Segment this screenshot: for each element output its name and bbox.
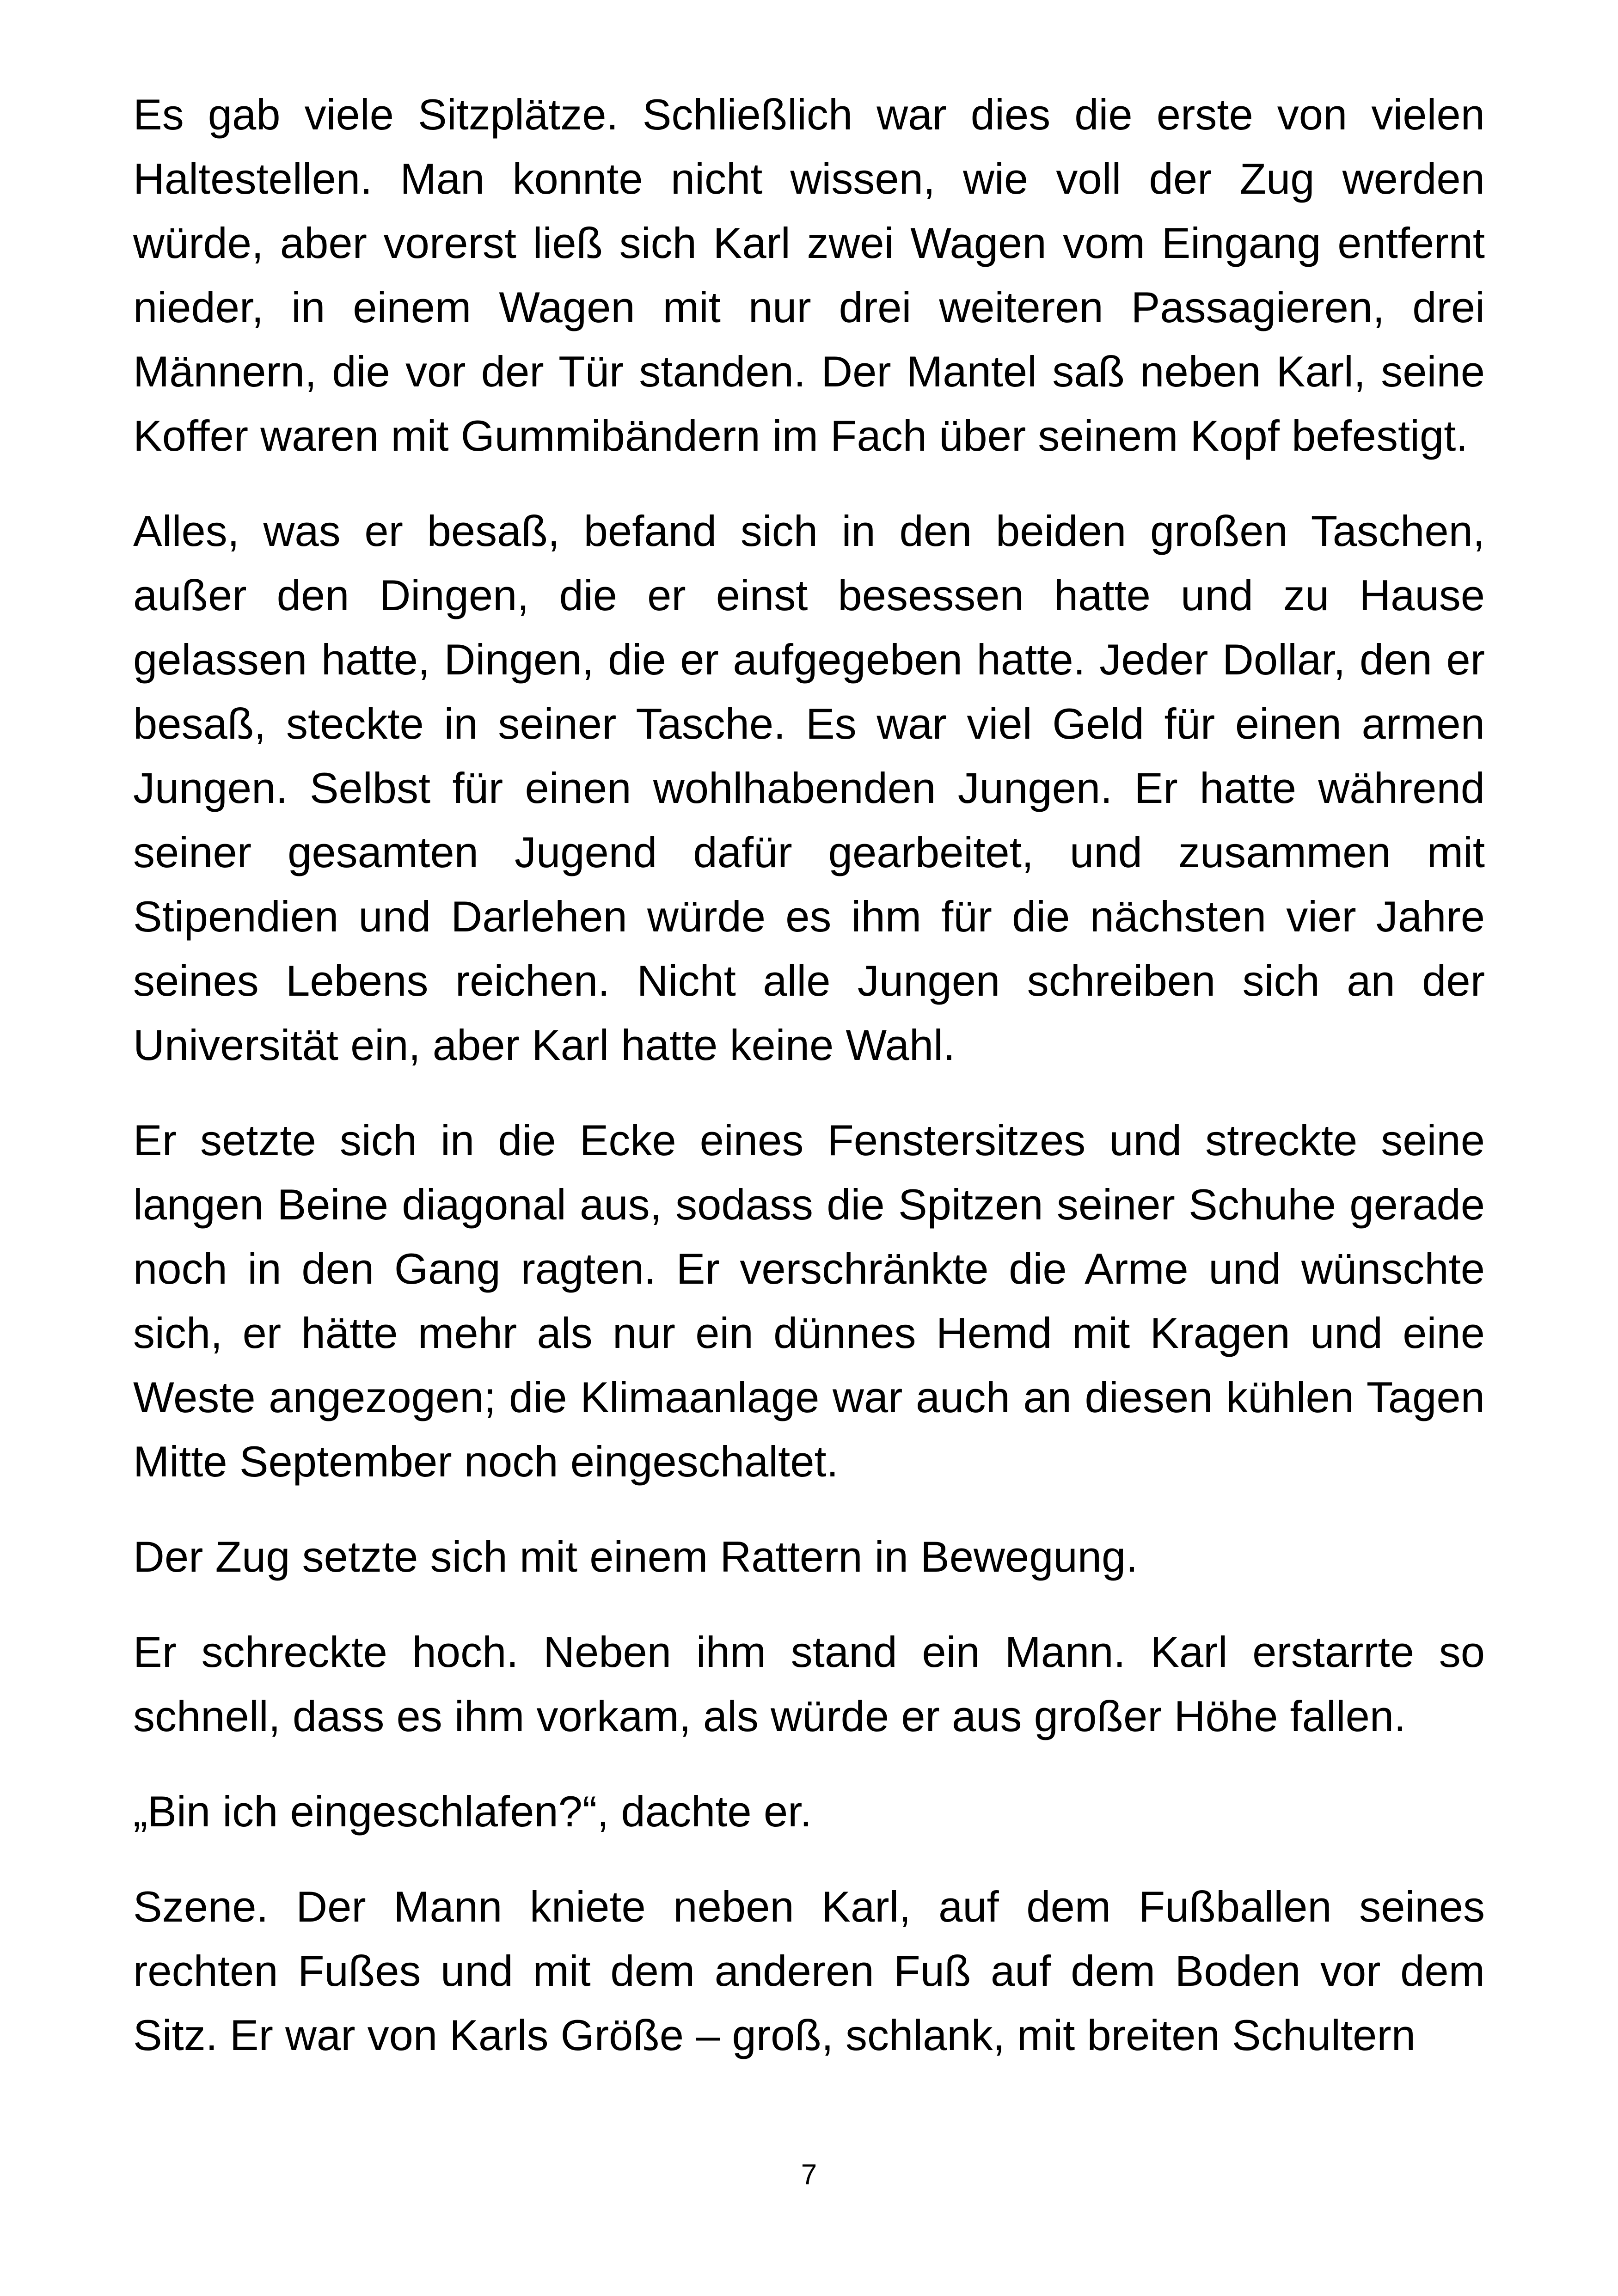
paragraph: „Bin ich eingeschlafen?“, dachte er. [133, 1787, 812, 1836]
body-text [133, 82, 1485, 2098]
paragraph: Er setzte sich in die Ecke eines Fenstersitzes und streckte seine langen Beine diagonal aus, sodass die Spitzen seiner Schuhe gerade noch in den Gang ragten. Er verschränkte die Arme und wünschte sich, er hätte mehr als nur ein dünnes Hemd mit Kragen und eine Weste angezogen; die Klimaanlage war auch an diesen kühlen Tagen Mitte September noch eingeschaltet. [133, 1116, 1485, 1486]
paragraph: Alles, was er besaß, befand sich in den beiden großen Taschen, außer den Dingen, die er einst besessen hatte und zu Hause gelassen hatte, Dingen, die er aufgegeben hatte. Jeder Dollar, den er besaß, steckte in seiner Tasche. Es war viel Geld für einen armen Jungen. Selbst für einen wohlhabenden Jungen. Er hatte während seiner gesamten Jugend dafür gearbeitet, und zusammen mit Stipendien und Darlehen würde es ihm für die nächsten vier Jahre seines Lebens reichen. Nicht alle Jungen schreiben sich an der Universität ein, aber Karl hatte keine Wahl. [133, 507, 1485, 1069]
paragraph: Er schreckte hoch. Neben ihm stand ein Mann. Karl erstarrte so schnell, dass es ihm vorkam, als würde er aus großer Höhe fallen. [133, 1628, 1485, 1740]
page-number: 7 [801, 2159, 817, 2191]
paragraph: Der Zug setzte sich mit einem Rattern in Bewegung. [133, 1532, 1138, 1581]
paragraph: Es gab viele Sitzplätze. Schließlich war dies die erste von vielen Haltestellen. Man konnte nicht wissen, wie voll der Zug werden würde, aber vorerst ließ sich Karl zwei Wagen vom Eingang entfernt nieder, in einem Wagen mit nur drei weiteren Passagieren, drei Männern, die vor der Tür standen. Der Mantel saß neben Karl, seine Koffer waren mit Gummibändern im Fach über seinem Kopf befestigt. [133, 90, 1485, 460]
paragraph: Szene. Der Mann kniete neben Karl, auf dem Fußballen seines rechten Fußes und mit dem anderen Fuß auf dem Boden vor dem Sitz. Er war von Karls Größe – groß, schlank, mit breiten Schultern [133, 1882, 1485, 2059]
